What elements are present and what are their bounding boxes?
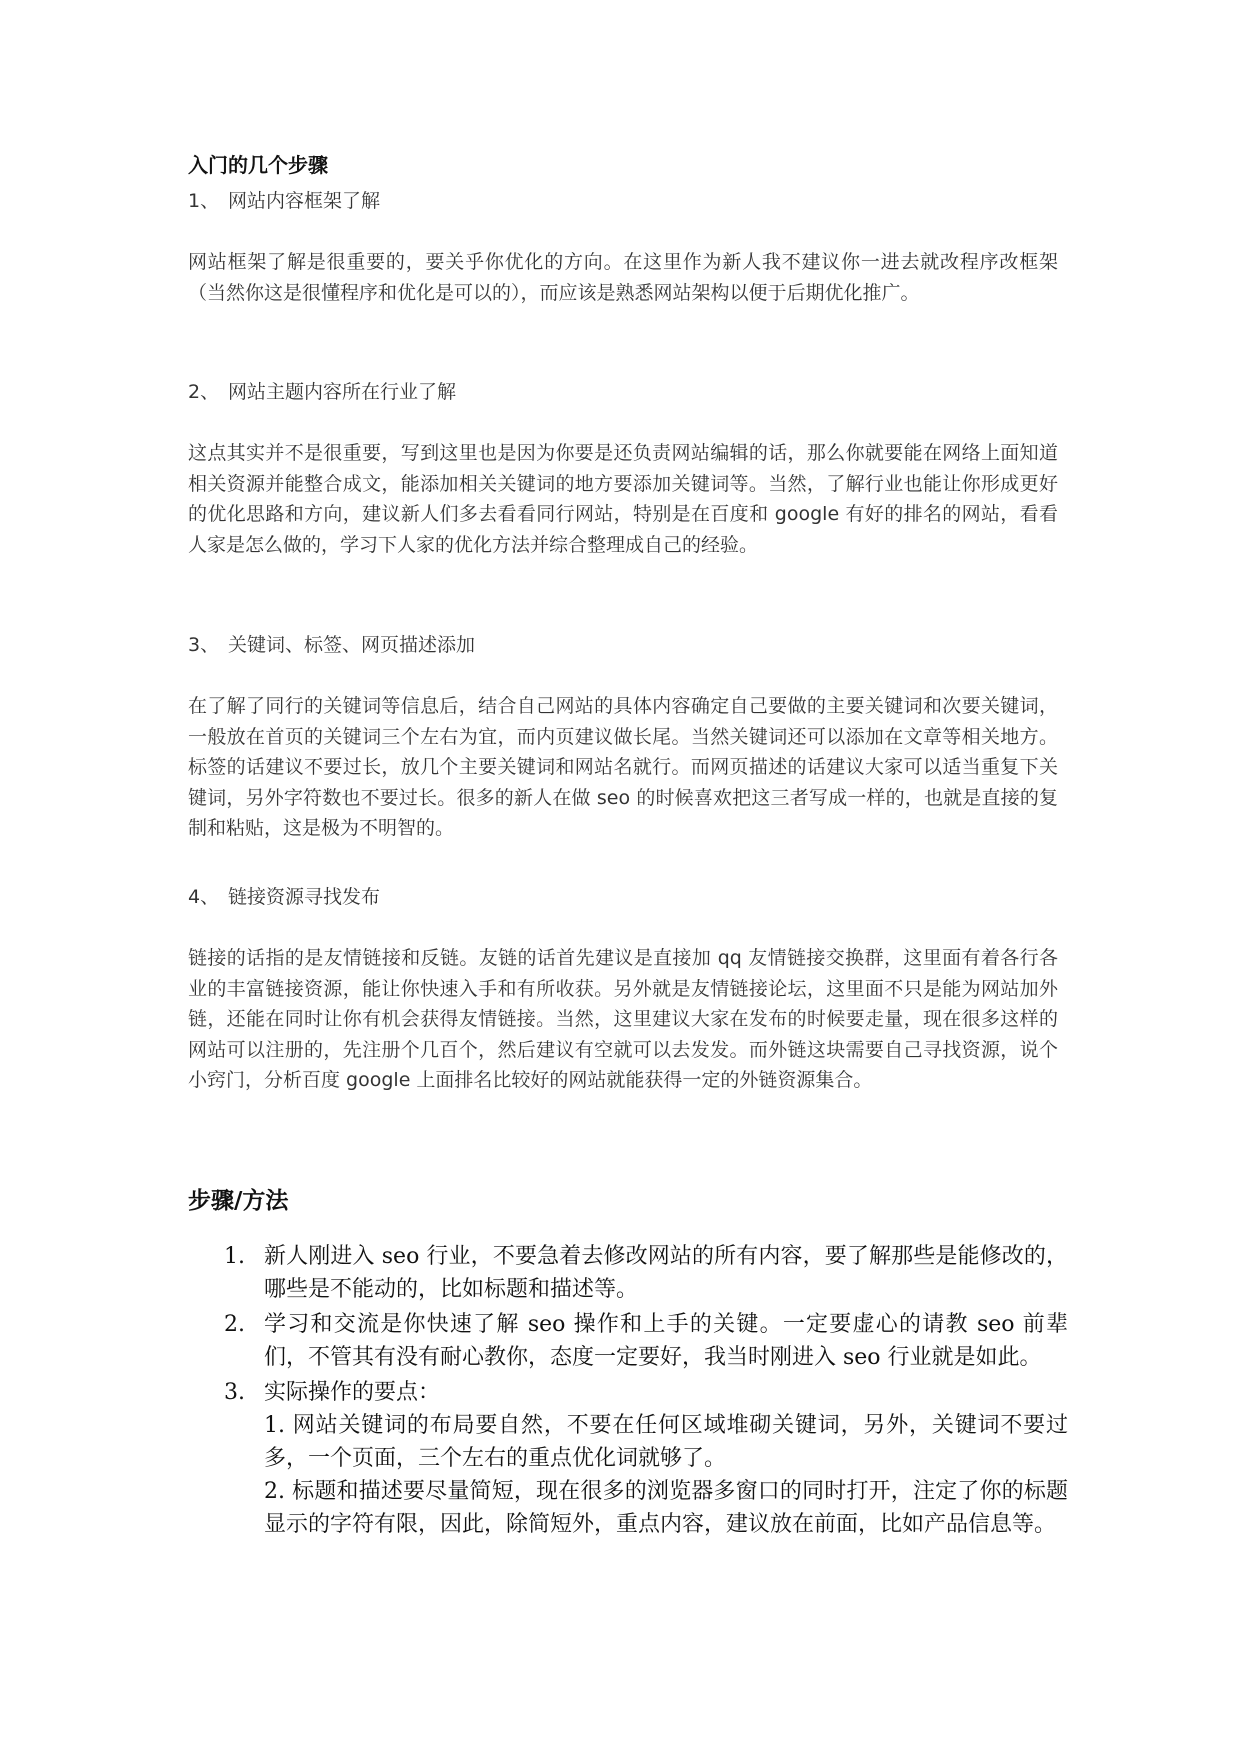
section-heading-3	[188, 631, 475, 659]
section-number: 4、	[188, 886, 220, 908]
sub-point: 2. 标题和描述要尽量简短，现在很多的浏览器多窗口的同时打开，注定了你的标题显示的字符有限，因此，除简短外，重点内容，建议放在前面，比如产品信息等。	[264, 1479, 1068, 1537]
section-number: 2、	[188, 381, 220, 403]
list-item-number: 2.	[224, 1312, 245, 1337]
section-heading-2	[188, 378, 456, 406]
list-item	[188, 1240, 1068, 1306]
list-item	[188, 1308, 1068, 1374]
methods-list	[188, 1240, 1068, 1543]
list-item	[188, 1376, 1068, 1541]
section-heading-text: 网站内容框架了解	[228, 190, 381, 212]
intro-title: 入门的几个步骤	[188, 153, 328, 177]
sub-point: 1. 网站关键词的布局要自然，不要在任何区域堆砌关键词，另外，关键词不要过多，一个页面，三个左右的重点优化词就够了。	[264, 1413, 1068, 1471]
list-item-number: 1.	[224, 1244, 245, 1269]
section-heading-text: 关键词、标签、网页描述添加	[228, 634, 476, 656]
section-heading-1	[188, 187, 380, 215]
list-item-text: 学习和交流是你快速了解 seo 操作和上手的关键。一定要虚心的请教 seo 前辈们，不管其有没有耐心教你，态度一定要好，我当时刚进入 seo 行业就是如此。	[264, 1312, 1068, 1370]
section-heading-4	[188, 883, 380, 911]
section-body-1: 网站框架了解是很重要的，要关乎你优化的方向。在这里作为新人我不建议你一进去就改程序改框架（当然你这是很懂程序和优化是可以的），而应该是熟悉网站架构以便于后期优化推广。	[188, 251, 1058, 304]
methods-title: 步骤/方法	[188, 1188, 289, 1214]
section-body-2: 这点其实并不是很重要，写到这里也是因为你要是还负责网站编辑的话，那么你就要能在网络上面知道相关资源并能整合成文，能添加相关关键词的地方要添加关键词等。当然，了解行业也能让你形成更好的优化思路和方向，建议新人们多去看看同行网站，特别是在百度和 google 有好的排名的网站，看看人家是怎么做的，学习下人家的优化方法并综合整理成自己的经验。	[188, 442, 1058, 556]
section-body-3: 在了解了同行的关键词等信息后，结合自己网站的具体内容确定自己要做的主要关键词和次要关键词，一般放在首页的关键词三个左右为宜，而内页建议做长尾。当然关键词还可以添加在文章等相关地方。标签的话建议不要过长，放几个主要关键词和网站名就行。而网页描述的话建议大家可以适当重复下关键词，另外字符数也不要过长。很多的新人在做 seo 的时候喜欢把这三者写成一样的，也就是直接的复制和粘贴，这是极为不明智的。	[188, 695, 1058, 840]
section-heading-text: 网站主题内容所在行业了解	[228, 381, 457, 403]
list-item-text: 实际操作的要点：	[264, 1380, 441, 1405]
section-number: 3、	[188, 634, 220, 656]
list-item-text: 新人刚进入 seo 行业，不要急着去修改网站的所有内容，要了解那些是能修改的，哪些是不能动的，比如标题和描述等。	[264, 1244, 1068, 1302]
list-item-number: 3.	[224, 1380, 245, 1405]
section-heading-text: 链接资源寻找发布	[228, 886, 381, 908]
section-number: 1、	[188, 190, 220, 212]
section-body-4: 链接的话指的是友情链接和反链。友链的话首先建议是直接加 qq 友情链接交换群，这里面有着各行各业的丰富链接资源，能让你快速入手和有所收获。另外就是友情链接论坛，这里面不只是能为网站加外链，还能在同时让你有机会获得友情链接。当然，这里建议大家在发布的时候要走量，现在很多这样的网站可以注册的，先注册个几百个，然后建议有空就可以去发发。而外链这块需要自己寻找资源，说个小窍门，分析百度 google 上面排名比较好的网站就能获得一定的外链资源集合。	[188, 947, 1058, 1092]
